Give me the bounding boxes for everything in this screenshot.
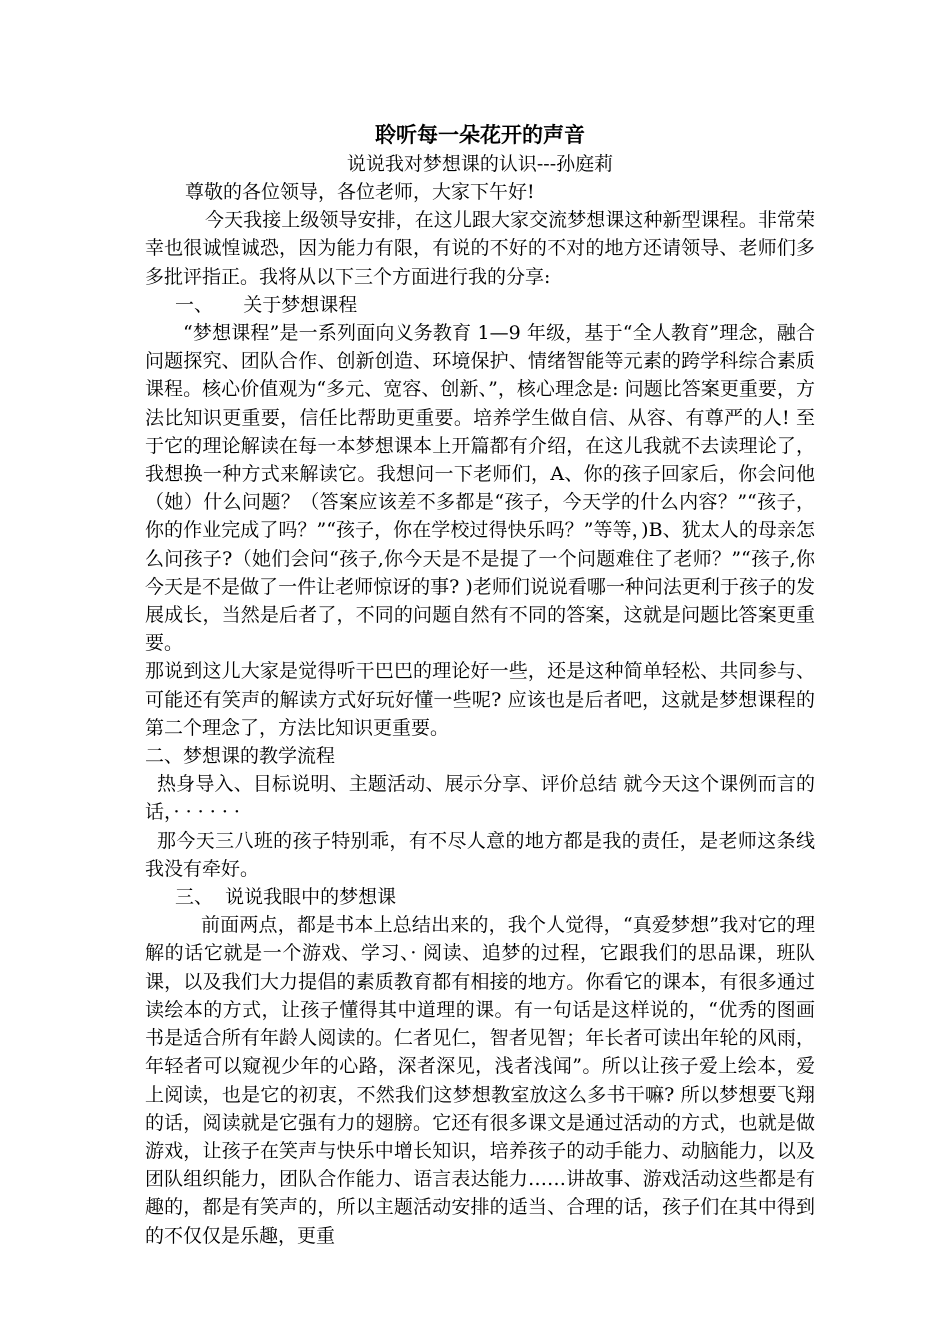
document-title: 聆听每一朵花开的声音 — [375, 122, 585, 147]
section2-paragraph-2: 那今天三八班的孩子特别乖，有不尽人意的地方都是我的责任，是老师这条线我没有牵好。 — [145, 829, 815, 880]
section1-paragraph-2: 那说到这儿大家是觉得听干巴巴的理论好一些，还是这种简单轻松、共同参与、可能还有笑声的解读方式好玩好懂一些呢? 应该也是后者吧，这就是梦想课程的第二个理念了，方法比知识更重要。 — [145, 660, 815, 739]
intro-paragraph: 今天我接上级领导安排，在这儿跟大家交流梦想课这种新型课程。非常荣幸也很诚惶诚恐，因为能力有限，有说的不好的不对的地方还请领导、老师们多多批评指正。我将从以下三个方面进行我的分享: — [145, 209, 815, 288]
document-body — [145, 120, 815, 1250]
section-heading-3: 三、 说说我眼中的梦想课 — [175, 886, 397, 909]
section3-paragraph-1: 前面两点，都是书本上总结出来的，我个人觉得，“真爱梦想”我对它的理解的话它就是一个游戏、学习、· 阅读、追梦的过程，它跟我们的思品课，班队课，以及我们大力提倡的素质教育都有相接的地方。你看它的课本，有很多通过读绘本的方式，让孩子懂得其中道理的课。有一句话是这样说的，“优秀的图画书是适合所有年龄人阅读的。仁者见仁，智者见智；年长者可读出年轮的风雨，年轻者可以窥视少年的心路，深者深见，浅者浅闻”。所以让孩子爱上绘本，爱上阅读，也是它的初衷，不然我们这梦想教室放这么多书干嘛? 所以梦想要飞翔的话，阅读就是它强有力的翅膀。它还有很多课文是通过活动的方式，也就是做游戏，让孩子在笑声与快乐中增长知识，培养孩子的动手能力、动脑能力，以及团队组织能力，团队合作能力、语言表达能力……讲故事、游戏活动这些都是有趣的，都是有笑声的，所以主题活动安排的适当、合理的话，孩子们在其中得到的不仅仅是乐趣，更重 — [145, 914, 815, 1247]
section1-paragraph-1: “梦想课程”是一系列面向义务教育 1—9 年级，基于“全人教育”理念，融合问题探究、团队合作、创新创造、环境保护、情绪智能等元素的跨学科综合素质课程。核心价值观为“多元、宽容、创新、”，核心理念是: 问题比答案更重要，方法比知识更重要，信任比帮助更重要。培养学生做自信、从容、有尊严的人! 至于它的理论解读在每一本梦想课本上开篇都有介绍，在这儿我就不去读理论了，我想换一种方式来解读它。我想问一下老师们，A、你的孩子回家后，你会问他（她）什么问题？（答案应该差不多都是“孩子，今天学的什么内容？”“孩子，你的作业完成了吗？”“孩子，你在学校过得快乐吗？”等等，)B、犹太人的母亲怎么问孩子?（她们会问“孩子,你今天是不是提了一个问题难住了老师？”“孩子,你今天是不是做了一件让老师惊讶的事? )老师们说说看哪一种问法更利于孩子的发展成长，当然是后者了，不同的问题自然有不同的答案，这就是问题比答案更重要。 — [145, 322, 815, 655]
section-heading-1: 一、 关于梦想课程 — [175, 293, 358, 316]
document-subtitle: 说说我对梦想课的认识---孙庭莉 — [346, 153, 614, 175]
section-heading-2: 二、梦想课的教学流程 — [145, 745, 336, 768]
section2-paragraph-1: 热身导入、目标说明、主题活动、展示分享、评价总结 就今天这个课例而言的话，· · · · · · — [145, 773, 815, 824]
greeting-paragraph: 尊敬的各位领导，各位老师，大家下午好! — [185, 181, 535, 203]
